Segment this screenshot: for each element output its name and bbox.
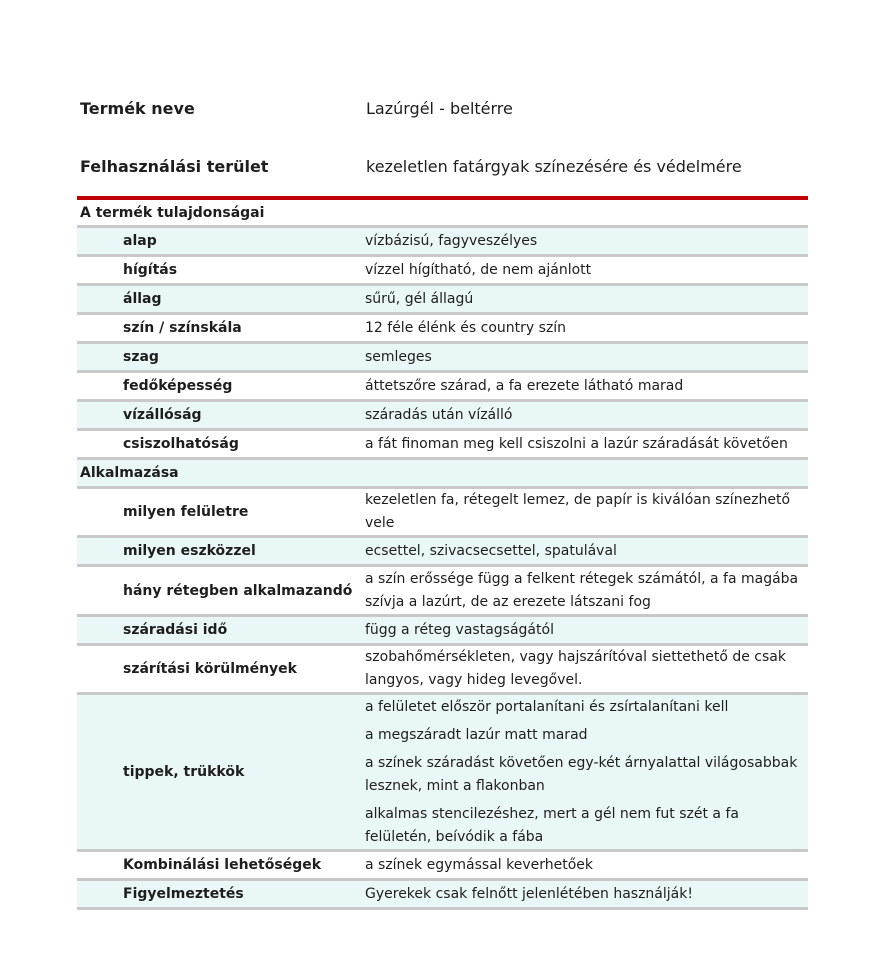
product-name-value: Lazúrgél - beltérre: [366, 99, 513, 118]
table-row: [77, 881, 808, 910]
table-row: [77, 538, 808, 567]
table-row: [77, 567, 808, 617]
row-label: milyen eszközzel: [123, 543, 256, 559]
row-value: vízzel hígítható, de nem ajánlott: [365, 261, 592, 278]
row-value: a fát finoman meg kell csiszolni a lazúr száradását követően: [365, 435, 788, 452]
row-value: függ a réteg vastagságától: [365, 621, 554, 638]
row-value: szobahőmérsékleten, vagy hajszárítóval siettethető de csak langyos, vagy hideg levegővel.: [365, 649, 786, 688]
table-row: [77, 617, 808, 646]
row-label: szárítási körülmények: [123, 661, 297, 677]
tip-item: a felületet először portalanítani és zsírtalanítani kell: [365, 698, 729, 715]
row-value: kezeletlen fa, rétegelt lemez, de papír is kiválóan színezhető vele: [365, 492, 791, 531]
table-row: [77, 344, 808, 373]
tip-item: alkalmas stencilezéshez, mert a gél nem fut szét a fa felületén, beívódik a fába: [365, 805, 739, 845]
table-row: [77, 852, 808, 881]
table-row: [77, 286, 808, 315]
row-value: áttetszőre szárad, a fa erezete látható marad: [365, 377, 684, 394]
row-value: száradás után vízálló: [365, 406, 513, 423]
row-label: csiszolhatóság: [123, 436, 239, 452]
row-label: milyen felületre: [123, 504, 249, 520]
row-label: hány rétegben alkalmazandó: [123, 582, 353, 599]
table-row: [77, 402, 808, 431]
usage-area-value: kezeletlen fatárgyak színezésére és védelmére: [366, 157, 742, 176]
row-label: tippek, trükkök: [123, 764, 245, 780]
row-value: vízbázisú, fagyveszélyes: [365, 232, 538, 249]
section-header-application: [77, 460, 808, 489]
row-label: állag: [123, 291, 162, 307]
product-name-label: Termék neve: [80, 99, 195, 118]
row-value: 12 féle élénk és country szín: [365, 319, 567, 336]
table-row: [77, 257, 808, 286]
row-value: a szín erőssége függ a felkent rétegek számától, a fa magába szívja a lazúrt, de az erezete látszani fog: [365, 570, 799, 610]
row-value: Gyerekek csak felnőtt jelenlétében használják!: [365, 885, 693, 902]
row-label: fedőképesség: [123, 378, 233, 394]
row-label: száradási idő: [123, 622, 228, 638]
row-label: szín / színskála: [123, 320, 242, 336]
usage-area-label: Felhasználási terület: [80, 157, 269, 176]
table-row: [77, 228, 808, 257]
section-header-properties: [77, 200, 808, 228]
tip-item: a megszáradt lazúr matt marad: [365, 726, 588, 743]
tips-row: [77, 695, 808, 852]
row-label: Figyelmeztetés: [123, 886, 244, 902]
row-label: vízállóság: [123, 407, 202, 423]
table-row: [77, 373, 808, 402]
section-title: A termék tulajdonságai: [80, 204, 265, 221]
row-value: semleges: [365, 348, 432, 365]
properties-table: [77, 200, 808, 910]
table-row: [77, 315, 808, 344]
row-label: hígítás: [123, 262, 178, 278]
row-value: a színek egymással keverhetőek: [365, 856, 594, 873]
table-row: [77, 646, 808, 695]
table-row: [77, 431, 808, 460]
section-title: Alkalmazása: [80, 465, 179, 481]
row-label: alap: [123, 233, 157, 249]
table-row: [77, 489, 808, 538]
row-label: szag: [123, 349, 159, 365]
row-value: sűrű, gél állagú: [365, 290, 474, 307]
row-value: ecsettel, szivacsecsettel, spatulával: [365, 542, 617, 559]
tips-list: [363, 696, 808, 849]
tip-item: a színek száradást követően egy-két árnyalattal világosabbak lesznek, mint a flakonban: [365, 754, 798, 794]
row-label: Kombinálási lehetőségek: [123, 857, 322, 873]
